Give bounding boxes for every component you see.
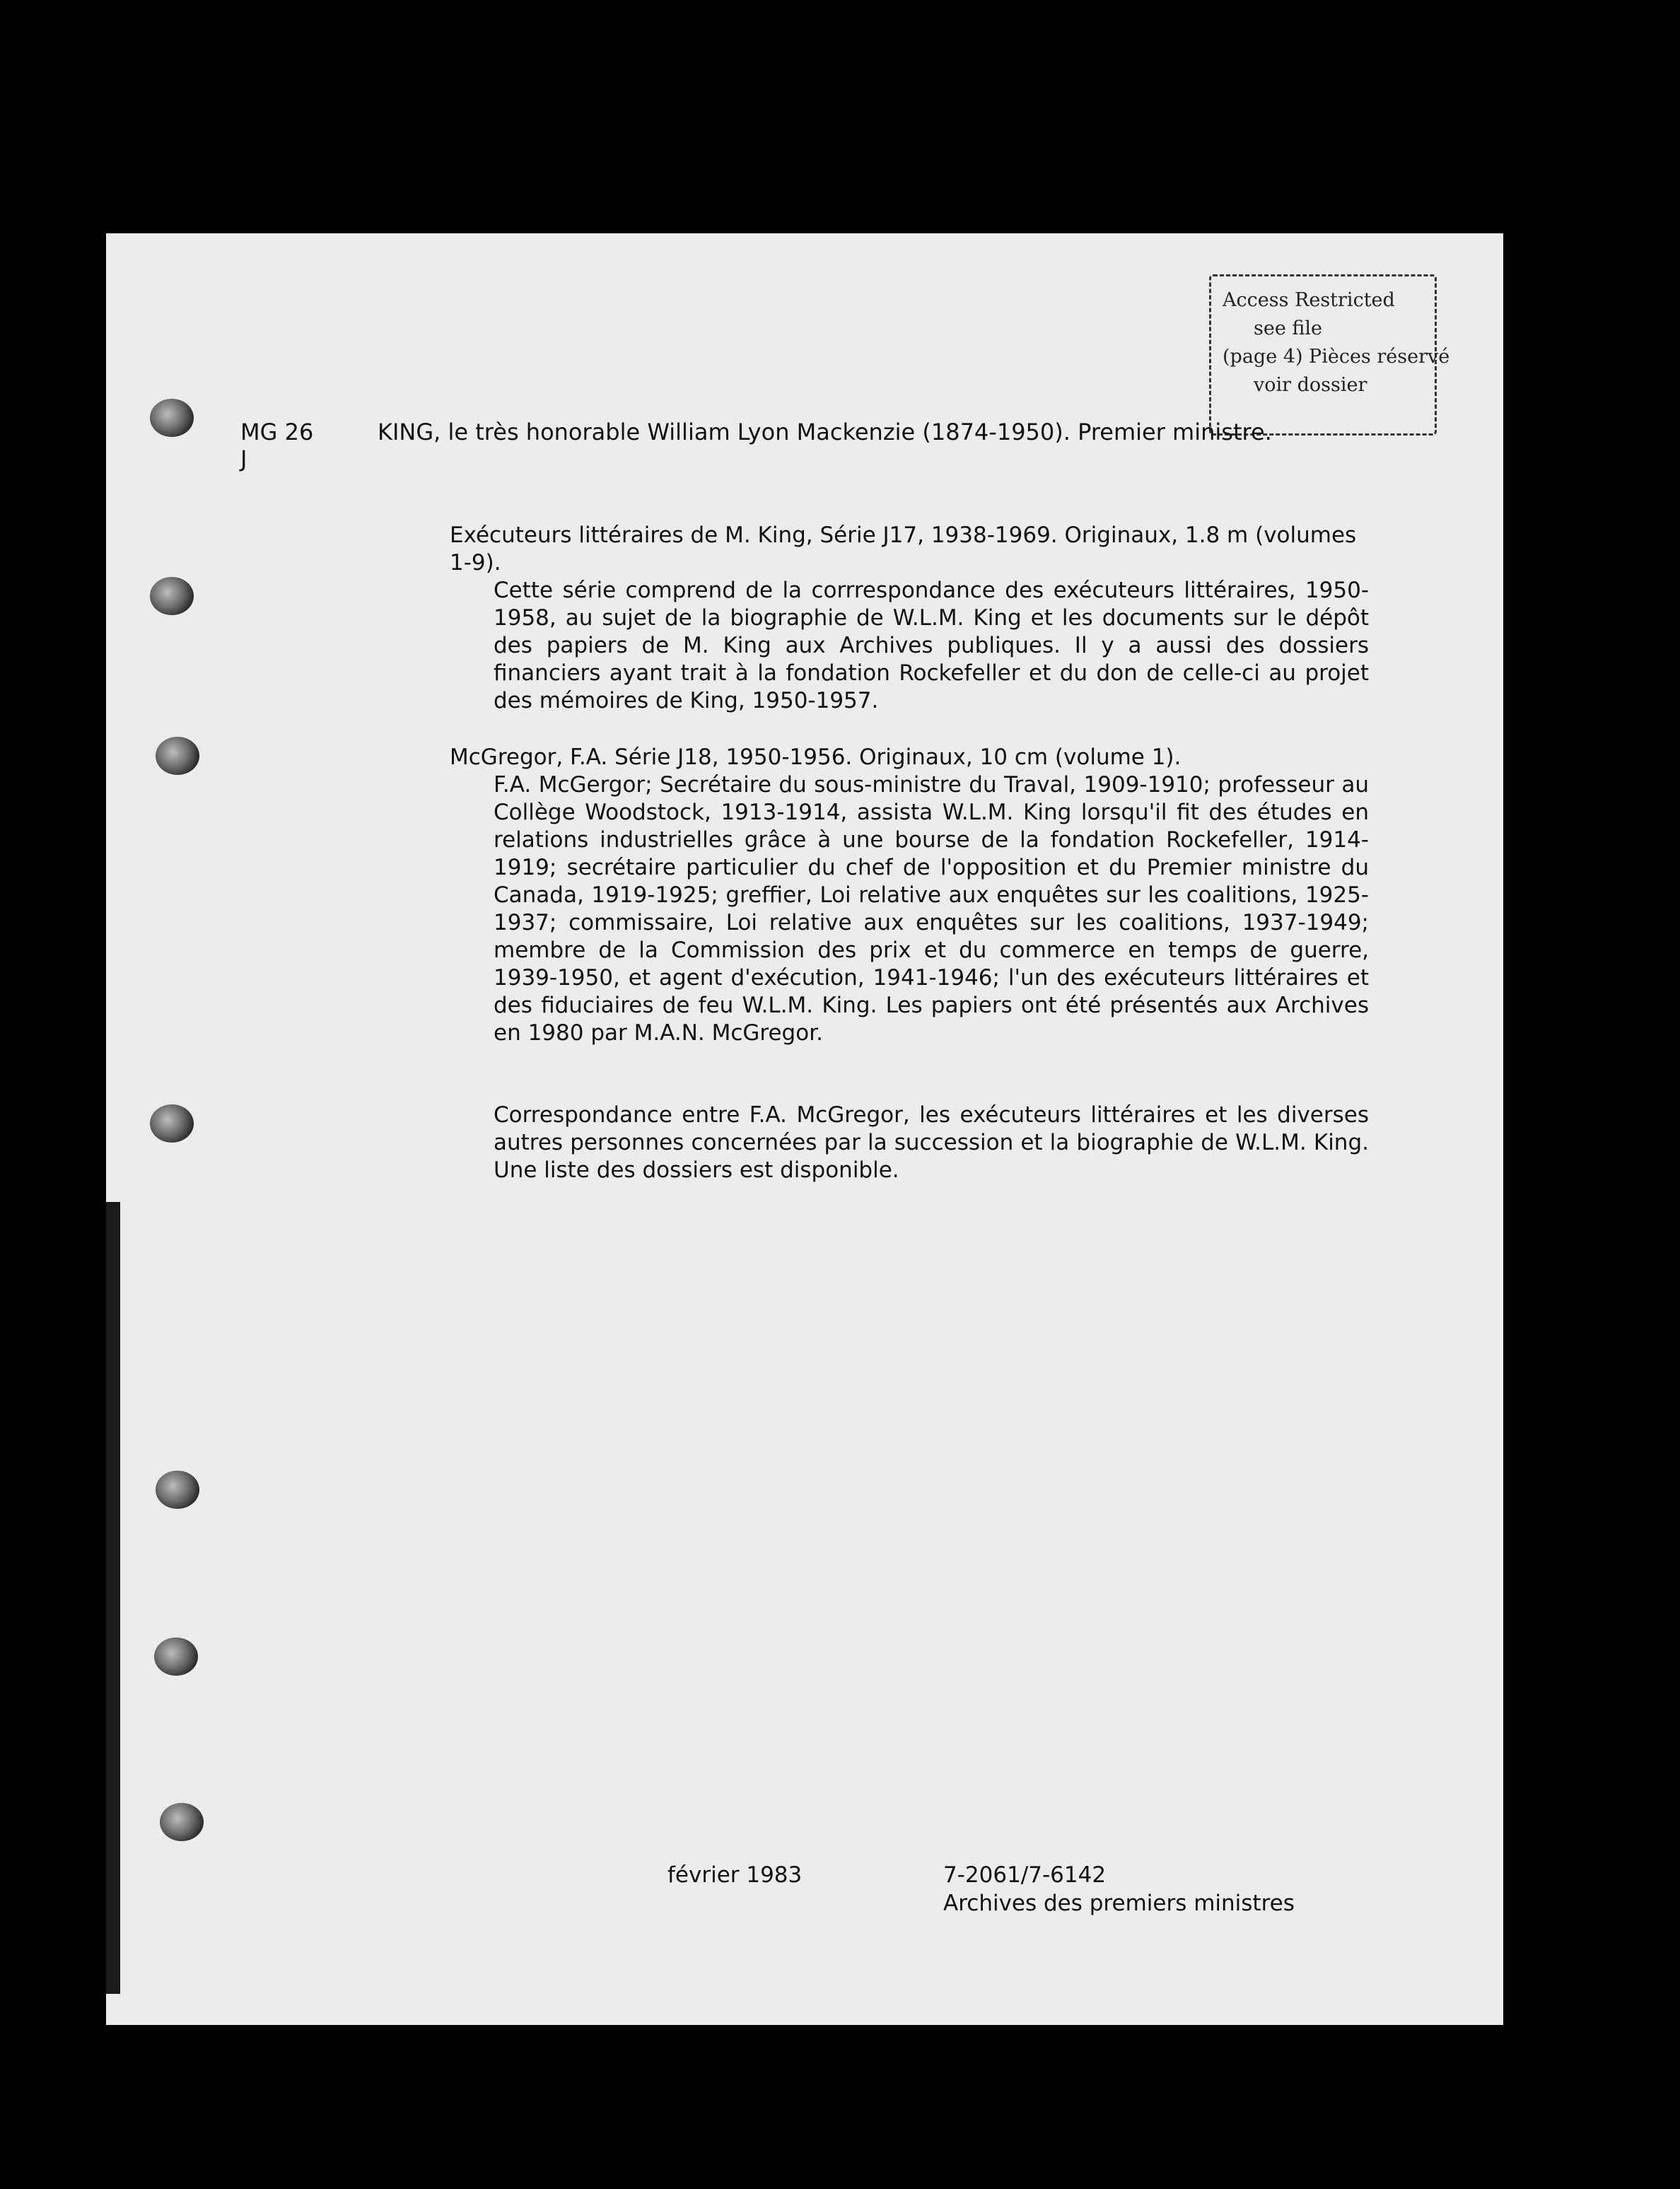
series-j18-biography: F.A. McGergor; Secrétaire du sous-ministre du Traval, 1909-1910; professeur au Collège Woodstock, 1913-1914, assista W.L.M. King lorsqu'il fit des études en relations industrielles grâce à une bourse de la fondation Rockefeller, 1914-1919; secrétaire particulier du chef de l'opposition et du Premier ministre du Canada, 1919-1925; greffier, Loi relative aux enquêtes sur les coalitions, 1925-1937; commissaire, Loi relative aux enquêtes sur les coalitions, 1937-1949; membre de la Commission des prix et du commerce en temps de guerre, 1939-1950, et agent d'exécution, 1941-1946; l'un des exécuteurs littéraires et des fiduciaires de feu W.L.M. King. Les papiers ont été présentés aux Archives en 1980 par M.A.N. McGregor. — [494, 772, 1369, 1046]
binder-hole-5 — [156, 1471, 199, 1509]
collection-reference — [240, 419, 313, 472]
stamp-line-2: see file — [1254, 317, 1323, 339]
page-shadow-edge — [106, 1202, 120, 1994]
document-footer-reference — [943, 1861, 1295, 1917]
reference-number: MG 26 — [240, 419, 314, 445]
series-j18-title: McGregor, F.A. Série J18, 1950-1956. Originaux, 10 cm (volume 1). — [450, 745, 1182, 770]
footer-code: 7-2061/7-6142 — [943, 1862, 1107, 1888]
binder-hole-7 — [160, 1803, 204, 1841]
series-j17-title: Exécuteurs littéraires de M. King, Série J17, 1938-1969. Originaux, 1.8 m (volumes 1-9). — [450, 523, 1357, 576]
series-j18-description: Correspondance entre F.A. McGregor, les exécuteurs littéraires et les diverses autres personnes concernées par la succession et la biographie de W.L.M. King. Une liste des dossiers est disponible. — [494, 1102, 1369, 1183]
binder-hole-2 — [150, 577, 194, 615]
stamp-line-3: (page 4) Pièces réservé — [1223, 346, 1450, 368]
series-j18-contents — [450, 1102, 1369, 1184]
access-restricted-stamp — [1209, 274, 1450, 436]
footer-office: Archives des premiers ministres — [943, 1891, 1295, 1916]
series-j17-description: Cette série comprend de la corrrespondance des exécuteurs littéraires, 1950-1958, au sujet de la biographie de W.L.M. King et les documents sur le dépôt des papiers de M. King aux Archives publiques. Il y a aussi des dossiers financiers ayant trait à la fondation Rockefeller et du don de celle-ci au projet des mémoires de King, 1950-1957. — [494, 578, 1369, 713]
stamp-line-4: voir dossier — [1254, 374, 1367, 396]
document-page — [106, 233, 1503, 2025]
binder-hole-4 — [150, 1104, 194, 1143]
series-j17-block — [450, 522, 1369, 715]
stamp-line-1: Access Restricted — [1223, 289, 1395, 311]
series-j18-block — [450, 744, 1369, 1047]
binder-hole-6 — [154, 1638, 198, 1676]
document-heading: KING, le très honorable William Lyon Mackenzie (1874-1950). Premier ministre. — [378, 419, 1272, 445]
binder-hole-1 — [150, 399, 194, 437]
reference-sub: J — [240, 445, 247, 472]
document-date: février 1983 — [667, 1862, 803, 1888]
binder-hole-3 — [156, 737, 199, 775]
